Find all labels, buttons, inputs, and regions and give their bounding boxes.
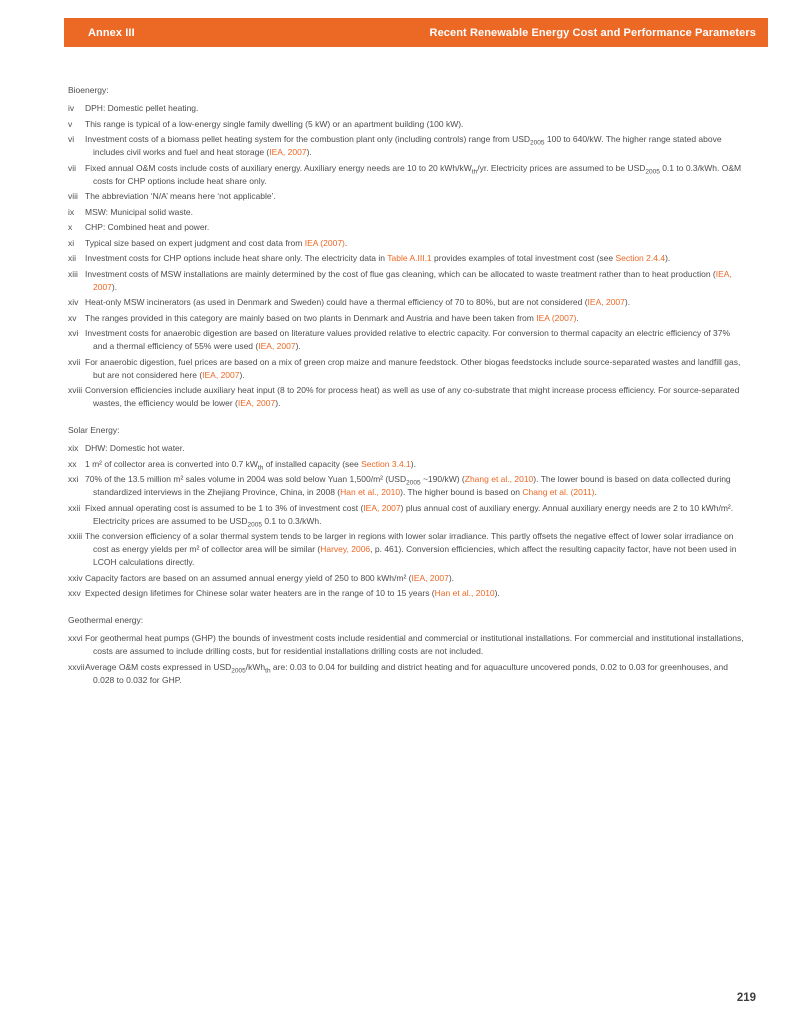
text-segment: Investment costs of MSW installations are mainly determined by the cost of flue gas cleaning, which can be allocated to waste treatment rather than to heat production ( xyxy=(85,268,716,279)
footnote-marker: xiv xyxy=(68,297,79,307)
footnote-text xyxy=(85,162,746,188)
page-number: 219 xyxy=(736,992,756,1004)
text-segment: ). xyxy=(275,398,281,408)
footnote-text xyxy=(85,384,746,410)
footnote-text xyxy=(85,118,746,131)
subscript-text: th xyxy=(257,464,264,472)
text-segment: /yr. Electricity prices are assumed to be USD xyxy=(477,162,646,173)
text-segment: Expected design lifetimes for Chinese solar water heaters are in the range of 10 to 15 years ( xyxy=(85,588,435,598)
footnote-item xyxy=(68,312,746,325)
footnote-marker: xxi xyxy=(68,474,79,484)
footnote-marker: ix xyxy=(68,206,75,217)
footnote-marker: xxiv xyxy=(68,572,83,583)
footnote-item xyxy=(68,587,746,600)
footnote-item xyxy=(68,530,746,569)
annex-label: Annex III xyxy=(88,26,135,39)
footnote-text xyxy=(85,661,746,687)
text-segment: The conversion efficiency of a solar thermal system tends to be larger in regions with lower solar irradiance. This partly offsets the negative effect of lower solar irradiance on cost as energy yields per m² of collector area will be similar ( xyxy=(85,531,734,554)
footnote-text xyxy=(85,327,746,353)
text-segment: 70% of the 13.5 million m² sales volume in 2004 was sold below Yuan 1,500/m² (USD xyxy=(85,474,407,484)
footnote-text xyxy=(85,221,746,234)
text-segment: MSW: Municipal solid waste. xyxy=(85,206,194,217)
reference-link[interactable]: Zhang et al., 2010 xyxy=(464,474,534,484)
subscript-text: th xyxy=(265,667,271,675)
footnote-item xyxy=(68,206,746,219)
footnote-marker: iv xyxy=(68,103,75,113)
reference-link[interactable]: Han et al., 2010 xyxy=(340,487,401,497)
footnote-text xyxy=(85,252,746,265)
footnote-marker: viii xyxy=(68,191,78,201)
text-segment: provides examples of total investment cost (see xyxy=(431,253,616,263)
text-segment: ). xyxy=(239,369,245,380)
footnote-text xyxy=(85,268,746,294)
text-segment: of installed capacity (see xyxy=(263,458,362,469)
footnote-item xyxy=(68,327,746,353)
footnote-text xyxy=(85,102,746,115)
reference-link[interactable]: IEA (2007) xyxy=(536,312,577,323)
text-segment: CHP: Combined heat and power. xyxy=(85,222,210,232)
footnote-item xyxy=(68,458,746,471)
text-segment: ). xyxy=(665,253,671,263)
footnote-text xyxy=(85,458,746,471)
reference-link[interactable]: IEA, 2007 xyxy=(258,341,296,351)
text-segment: The abbreviation ‘N/A’ means here ‘not applicable’. xyxy=(85,191,276,201)
subscript-text: 2005 xyxy=(530,139,545,147)
reference-link[interactable]: Section 3.4.1 xyxy=(361,458,411,469)
footnote-item xyxy=(68,632,746,658)
text-segment: ) plus annual cost of auxiliary energy. Annual auxiliary energy needs are 2 to 10 kWh/m². Electricity prices are assumed to be USD xyxy=(93,502,734,526)
footnote-item xyxy=(68,237,746,250)
footnote-marker: v xyxy=(68,118,73,129)
text-segment: Average O&M costs expressed in USD xyxy=(85,661,232,672)
footnote-marker: xviii xyxy=(68,385,83,395)
text-segment: Investment costs for CHP options include heat share only. The electricity data in xyxy=(85,253,388,263)
footnote-text xyxy=(85,572,746,585)
reference-link[interactable]: IEA, 2007 xyxy=(411,572,449,583)
footnote-text xyxy=(85,632,746,658)
subscript-text: 2005 xyxy=(247,521,262,529)
reference-link[interactable]: Chang et al. (2011) xyxy=(522,487,595,497)
footnote-item xyxy=(68,133,746,159)
footnote-marker: xix xyxy=(68,443,79,453)
text-segment: are: 0.03 to 0.04 for building and district heating and for aquaculture uncovered ponds, 0.02 to 0.03 for greenhouses, and 0.028 to 0.032 for GHP. xyxy=(93,661,728,685)
footnotes-content xyxy=(68,84,746,689)
footnote-item xyxy=(68,296,746,309)
reference-link[interactable]: IEA, 2007 xyxy=(587,297,625,307)
footnote-item xyxy=(68,473,746,499)
footnote-item xyxy=(68,356,746,382)
text-segment: ). xyxy=(111,281,118,292)
text-segment: . xyxy=(576,312,579,323)
footnote-marker: xxiii xyxy=(68,531,83,541)
footnote-text xyxy=(85,442,746,455)
header-title: Recent Renewable Energy Cost and Performance Parameters xyxy=(429,26,756,39)
footnote-marker: vi xyxy=(68,134,75,144)
text-segment: 0.1 to 0.3/kWh. O&M costs for CHP options include heat share only. xyxy=(93,162,742,186)
section-title: Bioenergy: xyxy=(68,85,109,95)
reference-link[interactable]: IEA, 2007 xyxy=(237,398,276,408)
text-segment: ). The lower bound is based on data collected during standardized interviews in the Zhejiang Province, China, in 2008 ( xyxy=(93,474,731,497)
footnote-marker: xx xyxy=(68,458,77,469)
subscript-text: 2005 xyxy=(645,168,660,176)
text-segment: 1 m² of collector area is converted into 0.7 kW xyxy=(85,458,258,469)
text-segment: ). xyxy=(306,147,312,157)
reference-link[interactable]: IEA, 2007 xyxy=(363,502,401,513)
text-segment: Fixed annual operating cost is assumed to be 1 to 3% of investment cost ( xyxy=(85,502,364,513)
footnote-text xyxy=(85,190,746,203)
reference-link[interactable]: IEA, 2007 xyxy=(93,268,732,292)
text-segment: Investment costs of a biomass pellet heating system for the combustion plant only (including controls) range from USD xyxy=(85,134,531,144)
footnote-text xyxy=(85,133,746,159)
footnote-marker: xv xyxy=(68,312,77,323)
reference-link[interactable]: Han et al., 2010 xyxy=(434,588,495,598)
footnote-item xyxy=(68,268,746,294)
text-segment: ). xyxy=(448,572,455,583)
footnote-item xyxy=(68,384,746,410)
text-segment: . xyxy=(344,237,348,248)
text-segment: ). xyxy=(295,341,301,351)
footnote-text xyxy=(85,502,746,528)
reference-link[interactable]: Harvey, 2006 xyxy=(320,544,371,554)
text-segment: The ranges provided in this category are mainly based on two plants in Denmark and Austria and have been taken from xyxy=(85,312,537,323)
text-segment: 0.1 to 0.3/kWh. xyxy=(261,515,322,526)
text-segment: ). xyxy=(410,458,416,469)
footnote-text xyxy=(85,356,746,382)
footnote-marker: xxvi xyxy=(68,633,83,643)
footnote-item xyxy=(68,502,746,528)
subscript-text: 2005 xyxy=(406,479,421,487)
text-segment: Heat-only MSW incinerators (as used in Denmark and Sweden) could have a thermal efficiency of 70 to 80%, but are not considered ( xyxy=(85,297,588,307)
text-segment: Conversion efficiencies include auxiliary heat input (8 to 20% for process heat) as well as use of any co-substrate that might increase process efficiency. For source-separated wastes, the efficiency would be lower ( xyxy=(85,385,740,408)
text-segment: ). The higher bound is based on xyxy=(400,487,523,497)
footnote-item xyxy=(68,102,746,115)
text-segment: , p. 461). Conversion efficiencies, which affect the resulting capacity factor, have not been used in LCOH calculations directly. xyxy=(93,544,737,567)
text-segment: Typical size based on expert judgment and cost data from xyxy=(85,237,305,248)
text-segment: ). xyxy=(494,588,500,598)
text-segment: Investment costs for anaerobic digestion are based on literature values provided relative to electric capacity. For conversion to thermal capacity an electric efficiency of 37% and a thermal efficiency of 55% were used ( xyxy=(85,328,731,351)
footnote-item xyxy=(68,572,746,585)
subscript-text: 2005 xyxy=(231,667,246,675)
text-segment: This range is typical of a low-energy single family dwelling (5 kW) or an apartment building (100 kW). xyxy=(85,118,464,129)
text-segment: ). xyxy=(624,297,631,307)
page-header xyxy=(64,18,768,47)
footnote-marker: xiii xyxy=(68,268,78,279)
footnote-marker: vii xyxy=(68,162,77,173)
footnote-text xyxy=(85,530,746,569)
footnote-marker: xvi xyxy=(68,328,79,338)
footnote-marker: xvii xyxy=(68,356,81,367)
footnote-item xyxy=(68,162,746,188)
footnote-marker: x xyxy=(68,222,73,232)
reference-link[interactable]: Section 2.4.4 xyxy=(615,253,666,263)
footnote-item xyxy=(68,252,746,265)
text-segment: ~190/kW) ( xyxy=(420,474,465,484)
footnote-item xyxy=(68,221,746,234)
footnote-marker: xxv xyxy=(68,588,81,598)
footnote-text xyxy=(85,237,746,250)
footnote-text xyxy=(85,296,746,309)
footnote-item xyxy=(68,118,746,131)
section-title: Solar Energy: xyxy=(68,425,120,435)
footnote-marker: xxvii xyxy=(68,661,85,672)
subscript-text: th xyxy=(471,168,478,176)
footnote-marker: xii xyxy=(68,253,77,263)
footnote-item xyxy=(68,190,746,203)
text-segment: Capacity factors are based on an assumed annual energy yield of 250 to 800 kWh/m² ( xyxy=(85,572,412,583)
footnote-text xyxy=(85,587,746,600)
reference-link[interactable]: Table A.III.1 xyxy=(387,253,432,263)
footnote-item xyxy=(68,661,746,687)
text-segment: DHW: Domestic hot water. xyxy=(85,443,185,453)
text-segment: For geothermal heat pumps (GHP) the bounds of investment costs include residential and commercial or institutional installations. For commercial and institutional installations, costs are assumed to include drilling costs, but for residential installations drilling costs are not included. xyxy=(85,633,744,656)
footnote-marker: xi xyxy=(68,237,75,248)
reference-link[interactable]: IEA (2007) xyxy=(304,237,345,248)
footnote-item xyxy=(68,442,746,455)
footnote-text xyxy=(85,473,746,499)
text-segment: Fixed annual O&M costs include costs of auxiliary energy. Auxiliary energy needs are 10 to 20 kWh/kW xyxy=(85,162,472,173)
text-segment: For anaerobic digestion, fuel prices are based on a mix of green crop maize and manure feedstock. Other biogas feedstocks include source-separated wastes and landfill gas, but are not considered here ( xyxy=(85,356,741,380)
footnote-text xyxy=(85,206,746,219)
reference-link[interactable]: IEA, 2007 xyxy=(202,369,240,380)
text-segment: 100 to 640/kW. The higher range stated above includes civil works and fuel and heat storage ( xyxy=(93,134,722,157)
text-segment: DPH: Domestic pellet heating. xyxy=(85,103,199,113)
section-title: Geothermal energy: xyxy=(68,615,144,625)
text-segment: . xyxy=(594,487,597,497)
text-segment: /kWh xyxy=(245,661,266,672)
footnote-text xyxy=(85,312,746,325)
footnote-marker: xxii xyxy=(68,502,81,513)
reference-link[interactable]: IEA, 2007 xyxy=(269,147,307,157)
